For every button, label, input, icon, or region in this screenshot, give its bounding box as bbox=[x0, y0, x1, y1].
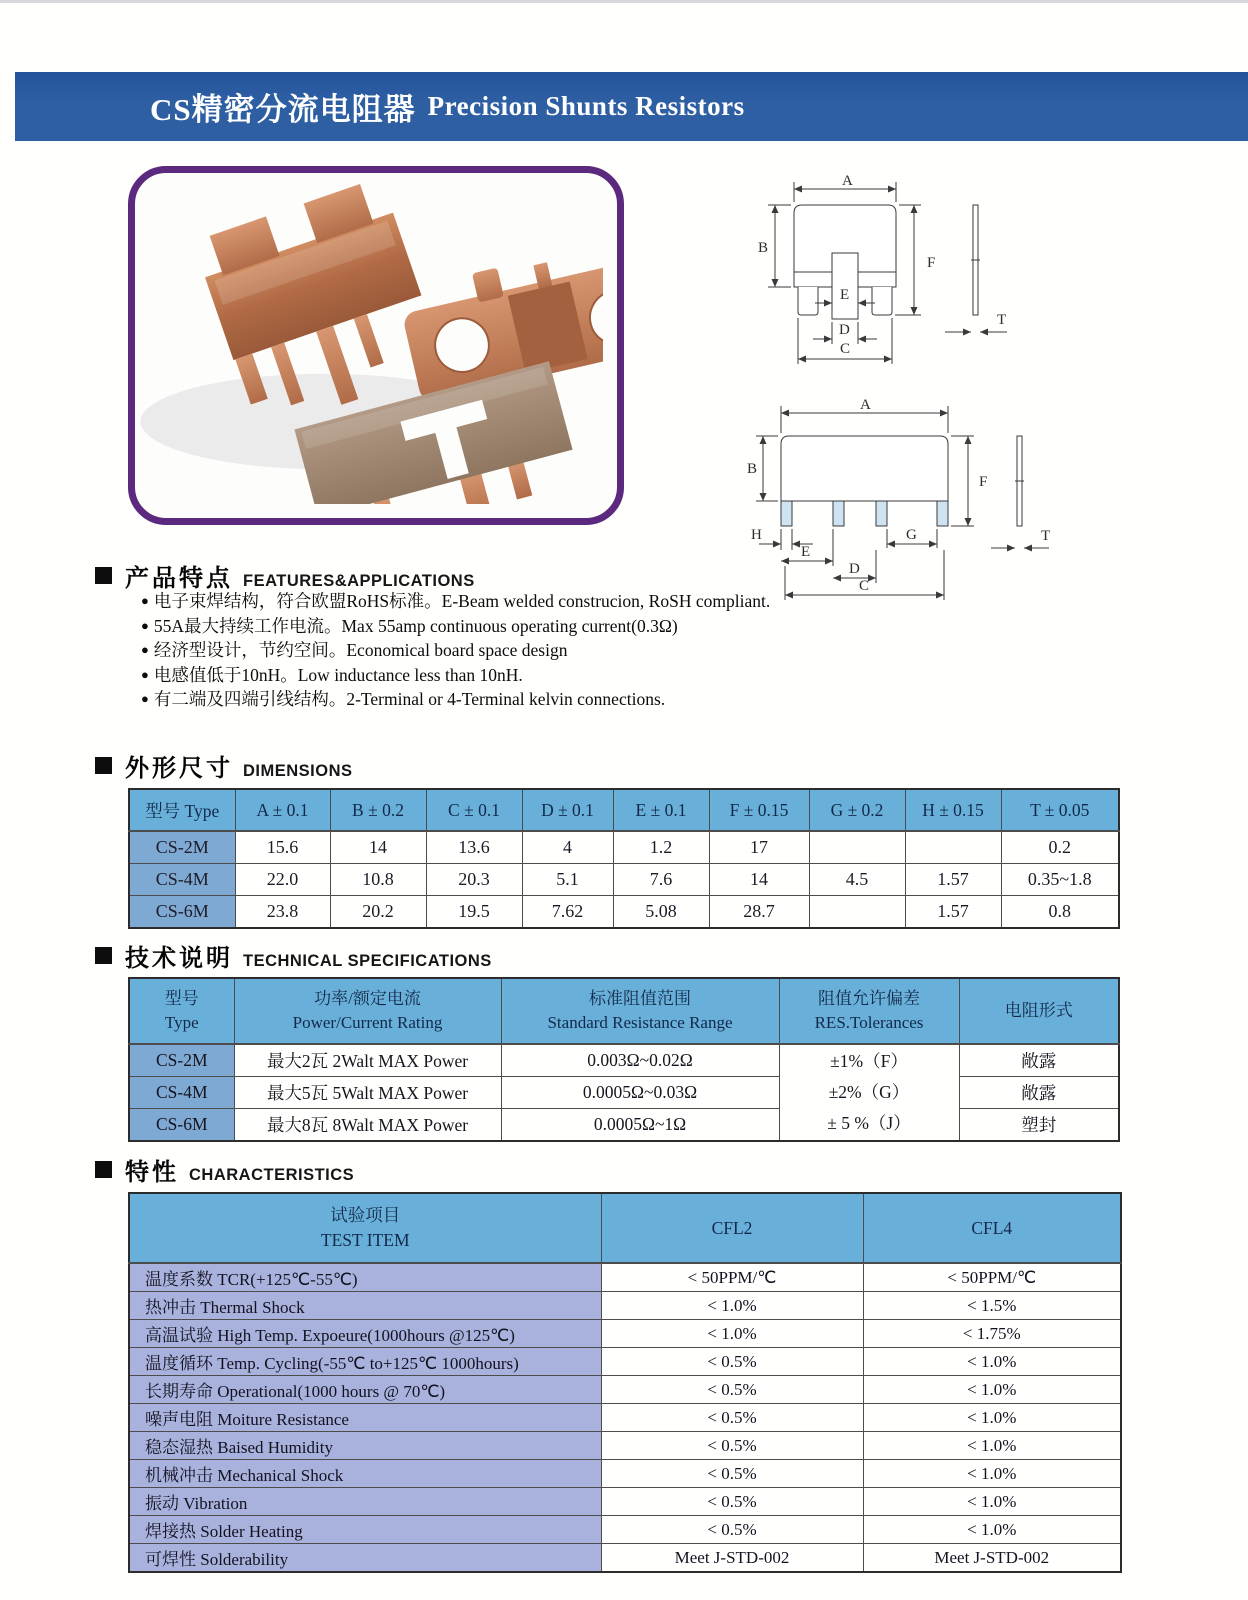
feature-item: ● 经济型设计，节约空间。Economical board space design bbox=[141, 639, 821, 664]
header-line-cn: 功率/额定电流 bbox=[314, 989, 421, 1008]
dim-cell: 4 bbox=[522, 831, 613, 864]
feature-item: ● 电感值低于10nH。Low inductance less than 10nH. bbox=[141, 664, 821, 689]
test-item-cell: 稳态湿热 Baised Humidity bbox=[129, 1432, 601, 1460]
page-title-cn: CS精密分流电阻器 bbox=[150, 92, 416, 127]
test-item-cell: 温度循环 Temp. Cycling(-55℃ to+125℃ 1000hours) bbox=[129, 1348, 601, 1376]
dim-label-b: B bbox=[758, 240, 769, 256]
dim-cell: 10.8 bbox=[330, 864, 426, 896]
table-row bbox=[129, 1077, 1119, 1109]
column-header: A ± 0.1 bbox=[235, 789, 330, 831]
table-row bbox=[129, 1544, 1121, 1573]
section-marker-icon bbox=[95, 567, 112, 584]
table-header-row bbox=[129, 978, 1119, 1044]
test-item-cell: 机械冲击 Mechanical Shock bbox=[129, 1460, 601, 1488]
column-header: F ± 0.15 bbox=[709, 789, 809, 831]
power-cell: 最大5瓦 5Walt MAX Power bbox=[234, 1077, 501, 1109]
characteristics-table bbox=[128, 1192, 1122, 1573]
cfl2-cell: < 0.5% bbox=[601, 1488, 863, 1516]
column-header: G ± 0.2 bbox=[809, 789, 905, 831]
column-header bbox=[779, 978, 959, 1044]
section-title-en: CHARACTERISTICS bbox=[189, 1166, 355, 1184]
dim-label-h: H bbox=[751, 527, 762, 543]
column-header: T ± 0.05 bbox=[1001, 789, 1119, 831]
form-cell: 敞露 bbox=[959, 1044, 1119, 1077]
header-line-en: TEST ITEM bbox=[320, 1230, 410, 1250]
header-line-cn: 试验项目 bbox=[330, 1205, 401, 1225]
dim-cell: 20.2 bbox=[330, 896, 426, 929]
test-item-cell: 振动 Vibration bbox=[129, 1488, 601, 1516]
cfl4-cell: < 1.75% bbox=[863, 1320, 1121, 1348]
column-header: 型号 Type bbox=[129, 789, 235, 831]
range-cell: 0.0005Ω~0.03Ω bbox=[501, 1077, 779, 1109]
diagram-2-terminal bbox=[735, 172, 1045, 372]
table-row bbox=[129, 1432, 1121, 1460]
table-row bbox=[129, 1263, 1121, 1292]
tolerance-line: ±1%（F） bbox=[830, 1051, 908, 1071]
cfl2-cell: < 0.5% bbox=[601, 1432, 863, 1460]
cfl2-cell: < 0.5% bbox=[601, 1404, 863, 1432]
dim-cell: 0.2 bbox=[1001, 831, 1119, 864]
dim-label-f: F bbox=[979, 474, 988, 490]
form-cell: 塑封 bbox=[959, 1109, 1119, 1142]
table-row bbox=[129, 1460, 1121, 1488]
dim-cell: 14 bbox=[330, 831, 426, 864]
dim-cell: 4.5 bbox=[809, 864, 905, 896]
dimensions-table bbox=[128, 788, 1120, 929]
dim-cell bbox=[809, 831, 905, 864]
test-item-cell: 可焊性 Solderability bbox=[129, 1544, 601, 1573]
column-header: CFL4 bbox=[863, 1193, 1121, 1263]
header-line-cn: 阻值允许偏差 bbox=[818, 989, 920, 1008]
table-row bbox=[129, 864, 1119, 896]
dim-cell: 19.5 bbox=[426, 896, 522, 929]
section-characteristics bbox=[95, 1152, 354, 1187]
section-dimensions bbox=[95, 748, 353, 783]
dim-cell: 20.3 bbox=[426, 864, 522, 896]
column-header: B ± 0.2 bbox=[330, 789, 426, 831]
dim-cell bbox=[905, 831, 1001, 864]
dim-label-f: F bbox=[927, 255, 936, 271]
dim-label-c: C bbox=[859, 578, 870, 594]
dim-label-c: C bbox=[840, 341, 851, 357]
table-row bbox=[129, 1376, 1121, 1404]
top-rule bbox=[0, 0, 1248, 3]
cfl4-cell: < 1.0% bbox=[863, 1376, 1121, 1404]
section-marker-icon bbox=[95, 757, 112, 774]
section-title-en: FEATURES&APPLICATIONS bbox=[243, 572, 475, 590]
table-row bbox=[129, 1292, 1121, 1320]
cfl2-cell: < 1.0% bbox=[601, 1320, 863, 1348]
dim-cell: 5.1 bbox=[522, 864, 613, 896]
test-item-cell: 噪声电阻 Moiture Resistance bbox=[129, 1404, 601, 1432]
range-cell: 0.0005Ω~1Ω bbox=[501, 1109, 779, 1142]
type-cell: CS-2M bbox=[129, 831, 235, 864]
tolerance-cell bbox=[779, 1044, 959, 1141]
test-item-cell: 热冲击 Thermal Shock bbox=[129, 1292, 601, 1320]
table-header-row bbox=[129, 789, 1119, 831]
type-cell: CS-6M bbox=[129, 1109, 234, 1142]
features-list bbox=[141, 590, 821, 713]
spec-table bbox=[128, 977, 1120, 1142]
power-cell: 最大2瓦 2Walt MAX Power bbox=[234, 1044, 501, 1077]
feature-item: ● 55A最大持续工作电流。Max 55amp continuous operating current(0.3Ω) bbox=[141, 615, 821, 640]
section-title-en: TECHNICAL SPECIFICATIONS bbox=[243, 952, 492, 970]
dim-cell: 0.35~1.8 bbox=[1001, 864, 1119, 896]
test-item-cell: 焊接热 Solder Heating bbox=[129, 1516, 601, 1544]
section-title-cn: 技术说明 bbox=[125, 945, 233, 972]
cfl2-cell: < 1.0% bbox=[601, 1292, 863, 1320]
dim-cell: 1.2 bbox=[613, 831, 709, 864]
section-title-cn: 特性 bbox=[125, 1159, 179, 1186]
cfl2-cell: Meet J-STD-002 bbox=[601, 1544, 863, 1573]
dim-label-a: A bbox=[842, 173, 853, 189]
column-header: H ± 0.15 bbox=[905, 789, 1001, 831]
cfl2-cell: < 0.5% bbox=[601, 1460, 863, 1488]
table-row bbox=[129, 1320, 1121, 1348]
dim-label-e: E bbox=[840, 287, 850, 303]
section-title-cn: 外形尺寸 bbox=[125, 755, 233, 782]
test-item-cell: 高温试验 High Temp. Expoeure(1000hours @125℃) bbox=[129, 1320, 601, 1348]
type-cell: CS-6M bbox=[129, 896, 235, 929]
section-specs bbox=[95, 938, 492, 973]
header-bar bbox=[15, 72, 1248, 141]
table-header-row bbox=[129, 1193, 1121, 1263]
section-title-en: DIMENSIONS bbox=[243, 762, 353, 780]
test-item-cell: 温度系数 TCR(+125℃-55℃) bbox=[129, 1263, 601, 1292]
range-cell: 0.003Ω~0.02Ω bbox=[501, 1044, 779, 1077]
column-header bbox=[129, 978, 234, 1044]
cfl2-cell: < 0.5% bbox=[601, 1376, 863, 1404]
cfl4-cell: < 50PPM/℃ bbox=[863, 1263, 1121, 1292]
column-header: CFL2 bbox=[601, 1193, 863, 1263]
dim-cell: 1.57 bbox=[905, 864, 1001, 896]
dim-label-t: T bbox=[1041, 528, 1051, 544]
dim-cell: 0.8 bbox=[1001, 896, 1119, 929]
table-row bbox=[129, 1044, 1119, 1077]
dim-label-d: D bbox=[849, 561, 860, 577]
feature-item: ● 有二端及四端引线结构。2-Terminal or 4-Terminal kelvin connections. bbox=[141, 688, 821, 713]
cfl4-cell: < 1.0% bbox=[863, 1432, 1121, 1460]
dim-cell: 17 bbox=[709, 831, 809, 864]
cfl2-cell: < 0.5% bbox=[601, 1348, 863, 1376]
cfl4-cell: Meet J-STD-002 bbox=[863, 1544, 1121, 1573]
cfl4-cell: < 1.0% bbox=[863, 1404, 1121, 1432]
column-header: C ± 0.1 bbox=[426, 789, 522, 831]
feature-item: ● 电子束焊结构，符合欧盟RoHS标准。E-Beam welded construcion, RoSH compliant. bbox=[141, 590, 821, 615]
table-row bbox=[129, 1404, 1121, 1432]
type-cell: CS-4M bbox=[129, 864, 235, 896]
table-row bbox=[129, 831, 1119, 864]
power-cell: 最大8瓦 8Walt MAX Power bbox=[234, 1109, 501, 1142]
cfl2-cell: < 0.5% bbox=[601, 1516, 863, 1544]
section-features bbox=[95, 558, 475, 593]
type-cell: CS-2M bbox=[129, 1044, 234, 1077]
column-header: 电阻形式 bbox=[959, 978, 1119, 1044]
type-cell: CS-4M bbox=[129, 1077, 234, 1109]
cfl4-cell: < 1.0% bbox=[863, 1488, 1121, 1516]
dim-cell: 7.62 bbox=[522, 896, 613, 929]
dim-cell: 14 bbox=[709, 864, 809, 896]
column-header: D ± 0.1 bbox=[522, 789, 613, 831]
dim-cell: 1.57 bbox=[905, 896, 1001, 929]
table-row bbox=[129, 1348, 1121, 1376]
table-row bbox=[129, 1488, 1121, 1516]
dim-cell: 22.0 bbox=[235, 864, 330, 896]
tolerance-line: ± 5 %（J） bbox=[827, 1113, 911, 1133]
table-row bbox=[129, 896, 1119, 929]
dim-cell: 23.8 bbox=[235, 896, 330, 929]
header-line-cn: 型号 bbox=[164, 989, 199, 1008]
cfl4-cell: < 1.5% bbox=[863, 1292, 1121, 1320]
dim-cell: 15.6 bbox=[235, 831, 330, 864]
dim-label-t: T bbox=[997, 312, 1007, 328]
cfl4-cell: < 1.0% bbox=[863, 1348, 1121, 1376]
dim-cell: 5.08 bbox=[613, 896, 709, 929]
section-marker-icon bbox=[95, 947, 112, 964]
section-marker-icon bbox=[95, 1161, 112, 1178]
diagram-4-terminal bbox=[745, 398, 1075, 605]
dim-label-e: E bbox=[801, 544, 811, 560]
section-title-cn: 产品特点 bbox=[125, 565, 233, 592]
dim-cell: 13.6 bbox=[426, 831, 522, 864]
cfl4-cell: < 1.0% bbox=[863, 1516, 1121, 1544]
column-header bbox=[129, 1193, 601, 1263]
column-header bbox=[234, 978, 501, 1044]
dim-cell: 28.7 bbox=[709, 896, 809, 929]
dim-cell: 7.6 bbox=[613, 864, 709, 896]
dim-label-b: B bbox=[747, 461, 758, 477]
header-line-cn: 标准阻值范围 bbox=[589, 989, 691, 1008]
header-line-en: Power/Current Rating bbox=[292, 1013, 443, 1032]
dim-label-a: A bbox=[860, 398, 871, 413]
dim-cell bbox=[809, 896, 905, 929]
tolerance-line: ±2%（G） bbox=[828, 1082, 910, 1102]
form-cell: 敞露 bbox=[959, 1077, 1119, 1109]
dim-label-d: D bbox=[839, 322, 850, 338]
dim-label-g: G bbox=[906, 527, 917, 543]
cfl4-cell: < 1.0% bbox=[863, 1460, 1121, 1488]
cfl2-cell: < 50PPM/℃ bbox=[601, 1263, 863, 1292]
table-row bbox=[129, 1516, 1121, 1544]
product-photo-illustration bbox=[135, 173, 603, 504]
page-title-en: Precision Shunts Resistors bbox=[427, 91, 745, 121]
header-line-en: Standard Resistance Range bbox=[547, 1013, 733, 1032]
column-header bbox=[501, 978, 779, 1044]
test-item-cell: 长期寿命 Operational(1000 hours @ 70℃) bbox=[129, 1376, 601, 1404]
table-row bbox=[129, 1109, 1119, 1142]
product-photo bbox=[128, 166, 624, 525]
column-header: E ± 0.1 bbox=[613, 789, 709, 831]
header-line-en: Type bbox=[164, 1013, 199, 1032]
header-line-en: RES.Tolerances bbox=[814, 1013, 924, 1032]
